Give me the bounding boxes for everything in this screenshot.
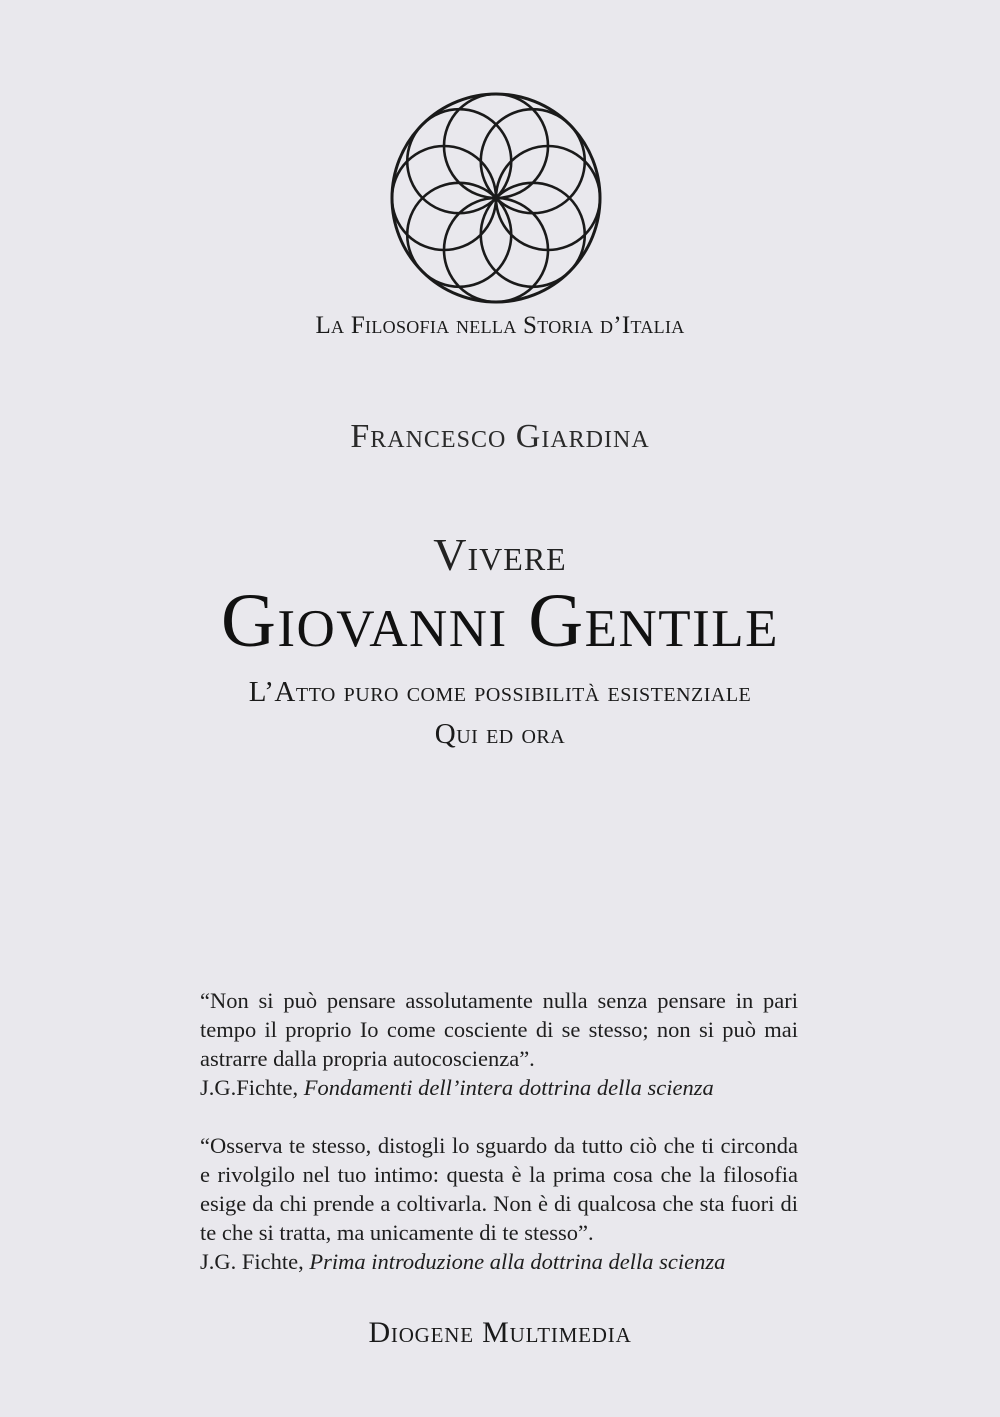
- author-name: Francesco Giardina: [350, 418, 650, 455]
- epigraph-2: [200, 1131, 798, 1276]
- subtitle-line-1: L’Atto puro come possibilità esistenziale: [248, 676, 752, 708]
- epigraph-1-attribution: [200, 1073, 798, 1102]
- epigraph-2-text: “Osserva te stesso, distogli lo sguardo da tutto ciò che ti circonda e rivolgilo nel tuo intimo: questa è la prima cosa che la filosofia esige da chi prende a coltivarla. Non è di qualcosa che sta fuori di te che si tratta, ma unicamente di te stesso”.: [200, 1133, 798, 1245]
- epigraph-1: [200, 986, 798, 1102]
- epigraph-2-work: Prima introduzione alla dottrina della scienza: [309, 1249, 726, 1274]
- subtitle-line-2: Qui ed ora: [434, 718, 566, 750]
- flower-of-life-icon: [386, 88, 606, 308]
- title-prefix: Vivere: [433, 529, 567, 580]
- epigraph-2-attribution: [200, 1247, 798, 1276]
- epigraph-1-text: “Non si può pensare assolutamente nulla senza pensare in pari tempo il proprio Io come cosciente di se stesso; non si può mai astrarre dalla propria autocoscienza”.: [200, 988, 798, 1071]
- logo-petal-circle: [407, 109, 511, 213]
- epigraph-1-work: Fondamenti dell’intera dottrina della scienza: [303, 1075, 714, 1100]
- epigraph-2-author: J.G. Fichte,: [200, 1249, 304, 1274]
- book-title: Giovanni Gentile: [220, 579, 780, 663]
- publisher-name: Diogene Multimedia: [368, 1316, 632, 1349]
- epigraph-1-author: J.G.Fichte,: [200, 1075, 299, 1100]
- series-title: La Filosofia nella Storia d’Italia: [315, 312, 685, 339]
